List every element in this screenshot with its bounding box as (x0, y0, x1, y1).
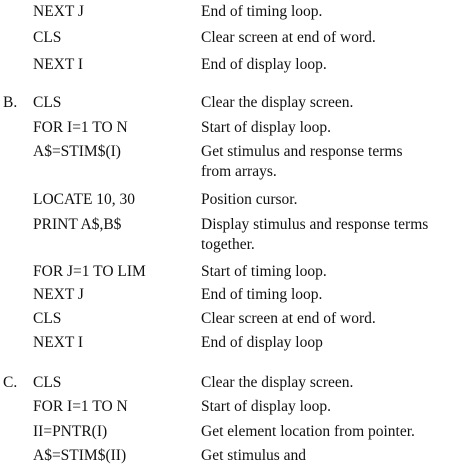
code-statement: NEXT J (33, 3, 84, 20)
line-comment: Start of display loop. (201, 398, 332, 415)
code-statement: CLS (33, 310, 62, 327)
code-statement: FOR I=1 TO N (33, 398, 128, 415)
section-label: C. (3, 374, 18, 391)
code-statement: II=PNTR(I) (33, 423, 108, 440)
line-comment: End of display loop. (201, 56, 327, 73)
line-comment: Display stimulus and response terms (201, 216, 429, 233)
section-label: B. (3, 94, 18, 111)
line-comment: Get stimulus and response terms (201, 143, 403, 160)
code-statement: FOR I=1 TO N (33, 119, 128, 136)
code-statement: CLS (33, 374, 62, 391)
line-comment-continuation: from arrays. (201, 163, 277, 180)
line-comment-continuation: together. (201, 236, 255, 253)
code-statement: NEXT I (33, 334, 84, 351)
code-statement: NEXT J (33, 286, 84, 303)
code-statement: PRINT A$,B$ (33, 216, 122, 233)
line-comment: Clear the display screen. (201, 374, 354, 391)
code-statement: FOR J=1 TO LIM (33, 263, 146, 280)
code-statement: CLS (33, 94, 62, 111)
line-comment: End of timing loop. (201, 3, 323, 20)
code-statement: A$=STIM$(I) (33, 143, 121, 160)
line-comment: Start of display loop. (201, 119, 332, 136)
code-statement: CLS (33, 29, 62, 46)
line-comment: Position cursor. (201, 191, 298, 208)
line-comment: Clear screen at end of word. (201, 29, 376, 46)
line-comment: End of display loop (201, 334, 323, 351)
line-comment: Clear the display screen. (201, 94, 354, 111)
line-comment: Clear screen at end of word. (201, 310, 376, 327)
code-statement: A$=STIM$(II) (33, 447, 127, 464)
line-comment: End of timing loop. (201, 286, 323, 303)
code-statement: LOCATE 10, 30 (33, 191, 136, 208)
line-comment: Get stimulus and (201, 447, 307, 464)
code-statement: NEXT I (33, 56, 84, 73)
line-comment: Start of timing loop. (201, 263, 327, 280)
line-comment: Get element location from pointer. (201, 423, 415, 440)
